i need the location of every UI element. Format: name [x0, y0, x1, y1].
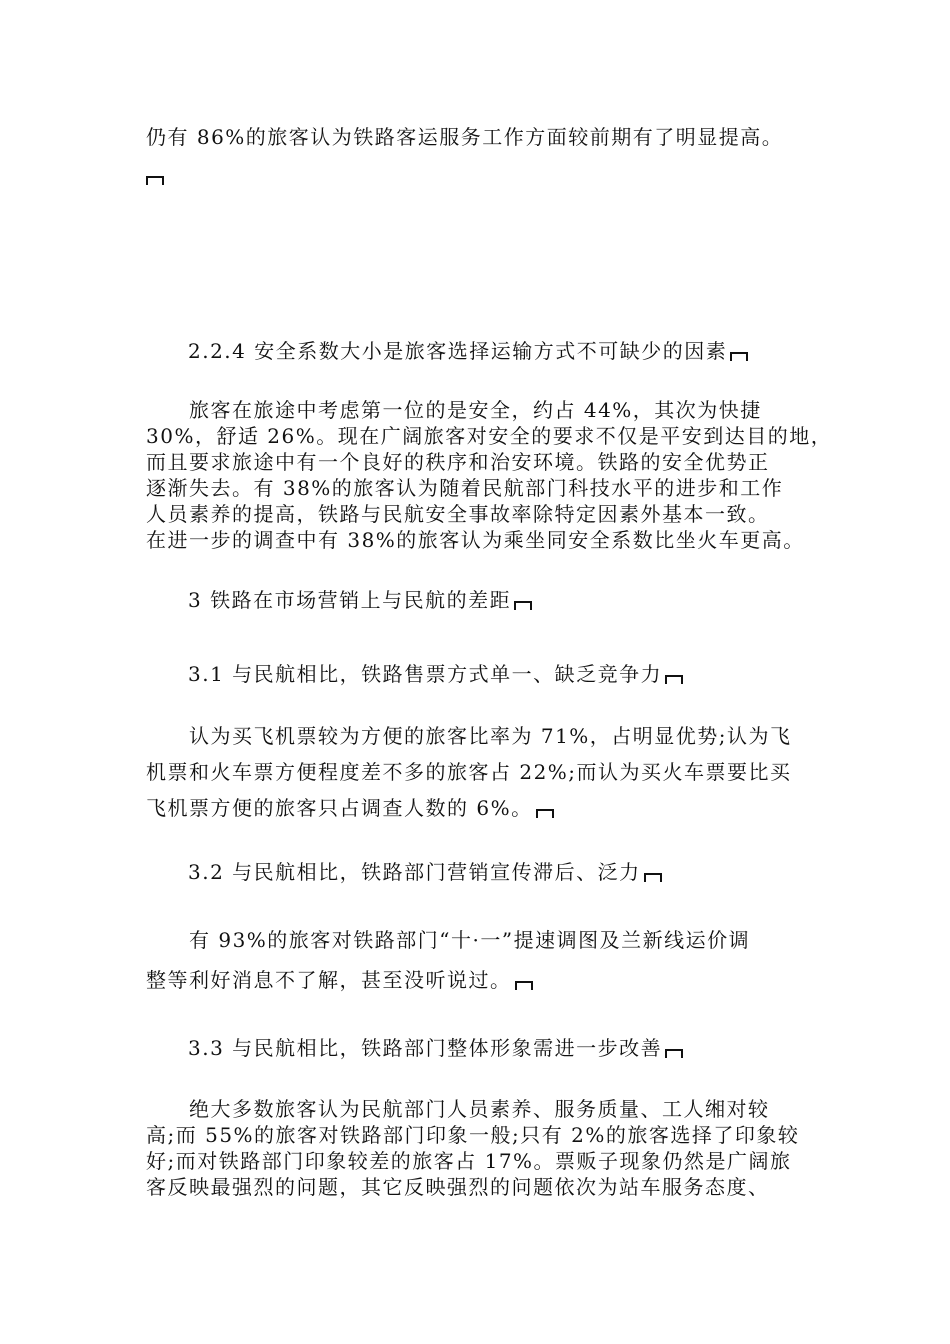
- section-2-2-4-paragraph: [146, 397, 833, 553]
- text-line: 高;而 55%的旅客对铁路部门印象一般;只有 2%的旅客选择了印象较: [146, 1123, 800, 1147]
- section-heading-3-1: [188, 661, 683, 687]
- text-line: 整等利好消息不了解，甚至没听说过。: [146, 968, 512, 992]
- section-heading-3: [188, 587, 532, 613]
- text-line: 仍有 86%的旅客认为铁路客运服务工作方面较前期有了明显提高。: [146, 125, 784, 149]
- intro-paragraph: [146, 124, 808, 150]
- paragraph-mark-icon: [515, 981, 533, 990]
- text-line: 旅客在旅途中考虑第一位的是安全，约占 44%，其次为快捷: [146, 398, 762, 422]
- heading-text: 3.3 与民航相比，铁路部门整体形象需进一步改善: [188, 1036, 663, 1060]
- paragraph-mark-icon: [730, 352, 748, 361]
- heading-text: 3 铁路在市场营销上与民航的差距: [188, 588, 512, 612]
- section-heading-3-2: [188, 859, 662, 885]
- paragraph-mark-icon: [665, 1049, 683, 1058]
- section-3-1-paragraph: [146, 718, 808, 826]
- section-heading-2-2-4: [188, 338, 748, 364]
- section-3-3-paragraph: [146, 1096, 808, 1200]
- heading-text: 3.1 与民航相比，铁路售票方式单一、缺乏竞争力: [188, 662, 663, 686]
- text-line: 好;而对铁路部门印象较差的旅客占 17%。票贩子现象仍然是广阔旅: [146, 1149, 792, 1173]
- heading-text: 2.2.4 安全系数大小是旅客选择运输方式不可缺少的因素: [188, 339, 728, 363]
- section-3-2-paragraph: [146, 920, 808, 1000]
- text-line: 30%，舒适 26%。现在广阔旅客对安全的要求不仅是平安到达目的地，: [146, 424, 833, 448]
- text-line: 飞机票方便的旅客只占调查人数的 6%。: [146, 796, 533, 820]
- text-line: 在进一步的调查中有 38%的旅客认为乘坐同安全系数比坐火车更高。: [146, 528, 805, 552]
- text-line: 逐渐失去。有 38%的旅客认为随着民航部门科技水平的进步和工作: [146, 476, 784, 500]
- paragraph-mark-icon: [644, 873, 662, 882]
- text-line: 有 93%的旅客对铁路部门“十·一”提速调图及兰新线运价调: [146, 928, 751, 952]
- paragraph-mark-icon: [536, 809, 554, 818]
- text-line: 客反映最强烈的问题，其它反映强烈的问题依次为站车服务态度、: [146, 1175, 770, 1199]
- section-heading-3-3: [188, 1035, 683, 1061]
- text-line: 人员素养的提高，铁路与民航安全事故率除特定因素外基本一致。: [146, 502, 770, 526]
- text-line: 而且要求旅途中有一个良好的秩序和治安环境。铁路的安全优势正: [146, 450, 770, 474]
- text-line: 认为买飞机票较为方便的旅客比率为 71%，占明显优势;认为飞: [146, 724, 792, 748]
- paragraph-mark-icon: [665, 675, 683, 684]
- text-line: 机票和火车票方便程度差不多的旅客占 22%;而认为买火车票要比买: [146, 760, 792, 784]
- text-line: 绝大多数旅客认为民航部门人员素养、服务质量、工人缃对较: [146, 1097, 770, 1121]
- paragraph-mark-icon: [146, 176, 164, 185]
- heading-text: 3.2 与民航相比，铁路部门营销宣传滞后、泛力: [188, 860, 641, 884]
- paragraph-mark-icon: [514, 601, 532, 610]
